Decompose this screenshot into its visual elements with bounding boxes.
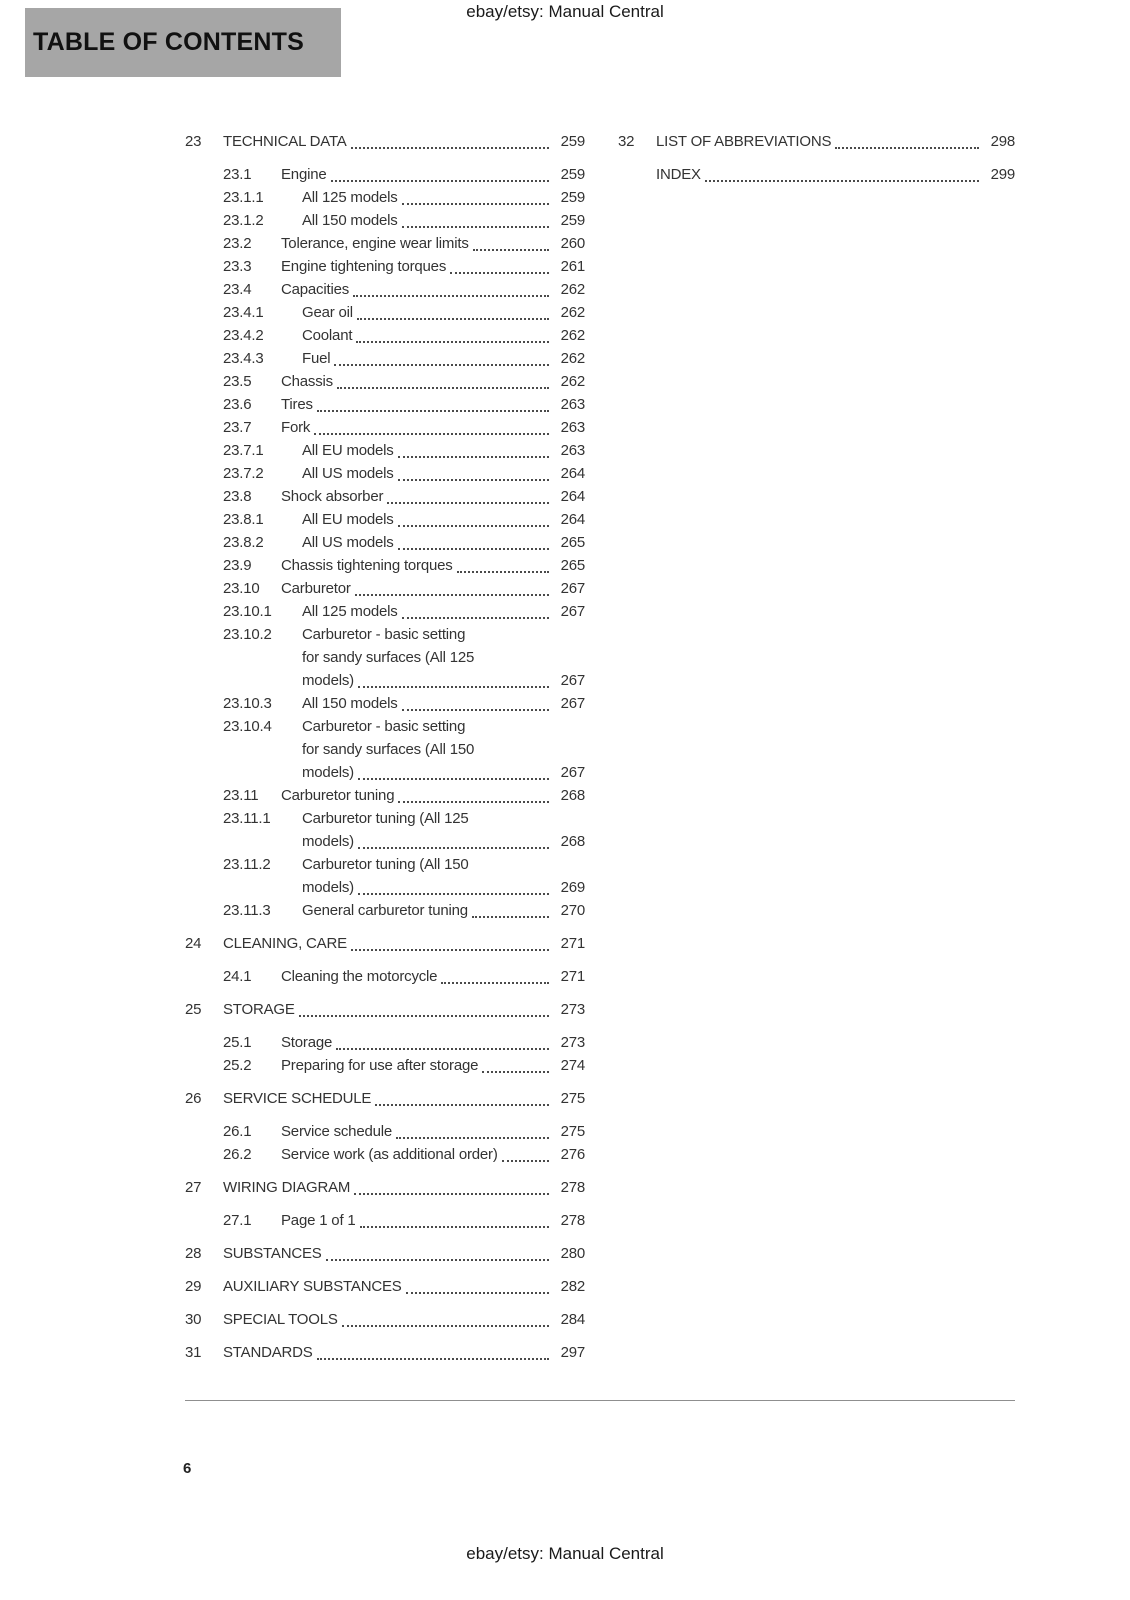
toc-dot-leader [482,1071,549,1073]
toc-left-column [185,120,585,1374]
toc-dot-leader [441,982,549,984]
toc-dot-leader [375,1104,549,1106]
toc-entry-page: 282 [560,1278,585,1295]
toc-entry-number: 30 [185,1311,202,1328]
toc-dot-leader [473,249,549,251]
toc-entry-number: 27 [185,1179,202,1196]
toc-entry-page: 284 [560,1311,585,1328]
toc-dot-leader [398,801,549,803]
toc-entry-number: 23.11.2 [223,856,271,873]
toc-entry [185,1143,585,1166]
toc-entry-title: models) [302,833,354,850]
toc-entry-number: 23.1.1 [223,189,264,206]
toc-dot-leader [502,1160,549,1162]
toc-entry [185,715,585,784]
toc-entry [185,623,585,692]
toc-entry-title: Engine [281,166,327,183]
toc-chapter-entry [185,1242,585,1265]
toc-entry-number: 23.5 [223,373,252,390]
toc-entry-page: 276 [560,1146,585,1163]
toc-entry-title: models) [302,672,354,689]
toc-entry [185,807,585,853]
toc-dot-leader [360,1226,549,1228]
toc-entry-page: 259 [560,133,585,150]
toc-entry [185,1120,585,1143]
toc-entry-number: 26 [185,1090,202,1107]
toc-entry-title: SPECIAL TOOLS [223,1311,338,1328]
toc-entry-title-line: Carburetor - basic setting [302,718,466,735]
toc-entry-number: 31 [185,1344,202,1361]
toc-entry-page: 265 [560,534,585,551]
toc-chapter-entry [185,932,585,955]
toc-entry-page: 262 [560,350,585,367]
toc-entry-title: Chassis tightening torques [281,557,453,574]
toc-entry-page: 259 [560,166,585,183]
toc-entry-number: 32 [618,133,635,150]
toc-entry-number: 23.7.1 [223,442,264,459]
toc-entry-page: 270 [560,902,585,919]
toc-entry [185,485,585,508]
toc-entry-page: 271 [560,935,585,952]
toc-dot-leader [402,709,549,711]
toc-entry-number: 26.1 [223,1123,252,1140]
toc-entry-title: Fuel [302,350,331,367]
toc-dot-leader [314,433,549,435]
toc-entry-page: 267 [560,672,585,689]
toc-entry-number: 23.1 [223,166,252,183]
toc-entry-number: 23.10.3 [223,695,272,712]
toc-entry-title: All US models [302,534,394,551]
toc-dot-leader [387,502,549,504]
toc-dot-leader [337,387,549,389]
toc-dot-leader [353,295,549,297]
toc-entry-title: Capacities [281,281,350,298]
toc-entry-number: 23.8.2 [223,534,264,551]
toc-entry-number: 23.10.2 [223,626,272,643]
toc-entry-number: 23 [185,133,202,150]
table-of-contents-banner [25,8,341,77]
toc-entry [185,209,585,232]
toc-chapter-entry [618,130,1015,153]
toc-entry-page: 265 [560,557,585,574]
toc-dot-leader [331,180,549,182]
toc-entry-page: 274 [560,1057,585,1074]
toc-entry-number: 25.1 [223,1034,252,1051]
toc-entry [185,554,585,577]
toc-chapter-entry [185,130,585,153]
toc-entry-page: 278 [560,1212,585,1229]
toc-dot-leader [398,548,549,550]
toc-entry-number: 23.9 [223,557,252,574]
toc-entry-number: 24 [185,935,202,952]
toc-dot-leader [398,456,549,458]
toc-chapter-entry [185,1341,585,1364]
toc-dot-leader [299,1015,549,1017]
toc-dot-leader [402,226,549,228]
toc-dot-leader [326,1259,549,1261]
toc-dot-leader [472,916,549,918]
toc-entry-title-line: Carburetor - basic setting [302,626,466,643]
toc-entry-page: 263 [560,396,585,413]
toc-entry [185,1054,585,1077]
toc-dot-leader [835,147,979,149]
toc-dot-leader [396,1137,549,1139]
toc-entry-title: Preparing for use after storage [281,1057,479,1074]
toc-entry [185,965,585,988]
toc-entry-number: 23.11.1 [223,810,271,827]
toc-entry [185,853,585,899]
toc-dot-leader [354,1193,549,1195]
toc-dot-leader [402,203,549,205]
toc-entry [185,899,585,922]
toc-entry [185,1209,585,1232]
toc-entry [185,163,585,186]
toc-entry-number: 23.4.1 [223,304,264,321]
toc-chapter-entry [185,1308,585,1331]
toc-entry-number: 23.1.2 [223,212,264,229]
toc-entry-page: 262 [560,281,585,298]
toc-entry-title: All 150 models [302,212,398,229]
toc-entry-page: 268 [560,787,585,804]
toc-entry-title: AUXILIARY SUBSTANCES [223,1278,402,1295]
toc-entry [185,278,585,301]
toc-entry-page: 271 [560,968,585,985]
toc-entry-title: Carburetor tuning [281,787,395,804]
toc-entry-number: 23.4 [223,281,252,298]
toc-entry-number: 29 [185,1278,202,1295]
toc-entry-number: 23.8.1 [223,511,264,528]
toc-entry-title: Storage [281,1034,333,1051]
toc-entry [185,692,585,715]
toc-entry-number: 23.4.2 [223,327,264,344]
toc-entry [185,186,585,209]
toc-entry-page: 269 [560,879,585,896]
toc-entry [185,508,585,531]
toc-entry-title: WIRING DIAGRAM [223,1179,351,1196]
toc-dot-leader [705,180,979,182]
toc-entry-title: Shock absorber [281,488,384,505]
toc-entry-page: 259 [560,189,585,206]
toc-entry-title: STANDARDS [223,1344,313,1361]
toc-entry-page: 297 [560,1344,585,1361]
toc-entry-title: Carburetor [281,580,351,597]
toc-dot-leader [317,410,549,412]
toc-entry-title: All 125 models [302,603,398,620]
toc-entry-title: General carburetor tuning [302,902,468,919]
toc-entry-number: 23.10 [223,580,260,597]
toc-entry-title-line: Carburetor tuning (All 125 [302,810,469,827]
toc-entry-title: Engine tightening torques [281,258,447,275]
toc-entry-number: 27.1 [223,1212,252,1229]
toc-dot-leader [358,847,549,849]
toc-entry-title: CLEANING, CARE [223,935,347,952]
toc-chapter-entry [185,1176,585,1199]
toc-dot-leader [398,479,549,481]
banner-title: TABLE OF CONTENTS [33,28,304,56]
toc-entry-title: Tolerance, engine wear limits [281,235,469,252]
toc-dot-leader [355,594,549,596]
toc-entry [185,324,585,347]
toc-entry-number: 23.6 [223,396,252,413]
toc-entry-title-line: for sandy surfaces (All 125 [302,649,475,666]
toc-entry-title: Chassis [281,373,333,390]
toc-entry-page: 278 [560,1179,585,1196]
toc-entry-title: Page 1 of 1 [281,1212,356,1229]
toc-dot-leader [317,1358,549,1360]
toc-entry-page: 264 [560,465,585,482]
toc-entry-number: 24.1 [223,968,252,985]
toc-entry-title: STORAGE [223,1001,295,1018]
toc-entry-number: 23.7.2 [223,465,264,482]
toc-entry [185,531,585,554]
toc-entry-title: Cleaning the motorcycle [281,968,438,985]
toc-entry-page: 280 [560,1245,585,1262]
toc-dot-leader [358,686,549,688]
toc-entry-title: All US models [302,465,394,482]
site-label-top: ebay/etsy: Manual Central [466,2,664,21]
toc-dot-leader [336,1048,549,1050]
toc-dot-leader [457,571,549,573]
toc-entry-page: 262 [560,327,585,344]
toc-entry [185,232,585,255]
toc-entry-title: All 125 models [302,189,398,206]
toc-entry-title: Service work (as additional order) [281,1146,498,1163]
toc-entry-title: All EU models [302,511,394,528]
toc-entry-number: 23.10.1 [223,603,272,620]
toc-entry-page: 275 [560,1090,585,1107]
toc-entry-title-line: Carburetor tuning (All 150 [302,856,469,873]
toc-entry-number: 28 [185,1245,202,1262]
toc-entry-title: Service schedule [281,1123,393,1140]
toc-entry-page: 260 [560,235,585,252]
toc-entry-page: 273 [560,1034,585,1051]
toc-entry-page: 275 [560,1123,585,1140]
toc-entry-title: models) [302,879,354,896]
toc-entry-page: 262 [560,304,585,321]
toc-entry-page: 262 [560,373,585,390]
toc-entry [185,439,585,462]
toc-entry [185,1031,585,1054]
toc-entry [185,577,585,600]
toc-entry-page: 267 [560,603,585,620]
toc-dot-leader [356,341,549,343]
toc-entry [185,370,585,393]
toc-entry-page: 264 [560,488,585,505]
toc-entry-page: 264 [560,511,585,528]
toc-chapter-entry [185,1275,585,1298]
toc-entry-title: Gear oil [302,304,353,321]
toc-entry-page: 299 [990,166,1015,183]
toc-entry-number: 23.2 [223,235,252,252]
toc-entry-title: models) [302,764,354,781]
toc-dot-leader [357,318,549,320]
toc-entry-page: 298 [990,133,1015,150]
toc-entry [185,462,585,485]
toc-entry-page: 263 [560,442,585,459]
toc-entry-number: 25 [185,1001,202,1018]
toc-entry-page: 259 [560,212,585,229]
toc-entry-page: 267 [560,764,585,781]
toc-entry-number: 23.11.3 [223,902,271,919]
toc-entry [185,255,585,278]
toc-right-column [618,120,1015,196]
toc-entry-number: 23.8 [223,488,252,505]
toc-entry-page: 268 [560,833,585,850]
toc-entry-number: 23.10.4 [223,718,272,735]
footer-rule [185,1400,1015,1401]
toc-entry-title: All 150 models [302,695,398,712]
page-number: 6 [183,1460,192,1477]
toc-entry-page: 267 [560,695,585,712]
toc-entry-title: SUBSTANCES [223,1245,322,1262]
toc-entry-number: 23.11 [223,787,259,804]
toc-entry-title: LIST OF ABBREVIATIONS [656,133,832,150]
toc-entry-number: 23.3 [223,258,252,275]
toc-dot-leader [351,949,549,951]
toc-entry-page: 267 [560,580,585,597]
toc-entry-title: SERVICE SCHEDULE [223,1090,372,1107]
toc-entry-page: 261 [560,258,585,275]
toc-entry-number: 26.2 [223,1146,252,1163]
toc-dot-leader [398,525,549,527]
toc-dot-leader [334,364,549,366]
toc-entry-number: 23.7 [223,419,252,436]
toc-entry-page: 273 [560,1001,585,1018]
toc-entry-title-line: for sandy surfaces (All 150 [302,741,475,758]
toc-entry-title: Coolant [302,327,353,344]
toc-chapter-entry [185,998,585,1021]
site-label-bottom: ebay/etsy: Manual Central [466,1544,664,1563]
toc-entry-number: 23.4.3 [223,350,264,367]
toc-entry-title: All EU models [302,442,394,459]
toc-dot-leader [358,893,549,895]
toc-dot-leader [406,1292,549,1294]
toc-dot-leader [450,272,549,274]
toc-chapter-entry [185,1087,585,1110]
toc-entry [185,393,585,416]
toc-entry-title: INDEX [656,166,701,183]
toc-dot-leader [342,1325,549,1327]
toc-entry [185,600,585,623]
toc-entry [185,416,585,439]
toc-entry [185,347,585,370]
toc-chapter-entry [618,163,1015,186]
toc-dot-leader [358,778,549,780]
toc-entry-title: Tires [281,396,313,413]
toc-dot-leader [402,617,549,619]
toc-entry [185,301,585,324]
toc-entry-title: TECHNICAL DATA [223,133,347,150]
toc-dot-leader [351,147,549,149]
toc-entry-number: 25.2 [223,1057,252,1074]
toc-entry [185,784,585,807]
toc-entry-page: 263 [560,419,585,436]
toc-entry-title: Fork [281,419,311,436]
